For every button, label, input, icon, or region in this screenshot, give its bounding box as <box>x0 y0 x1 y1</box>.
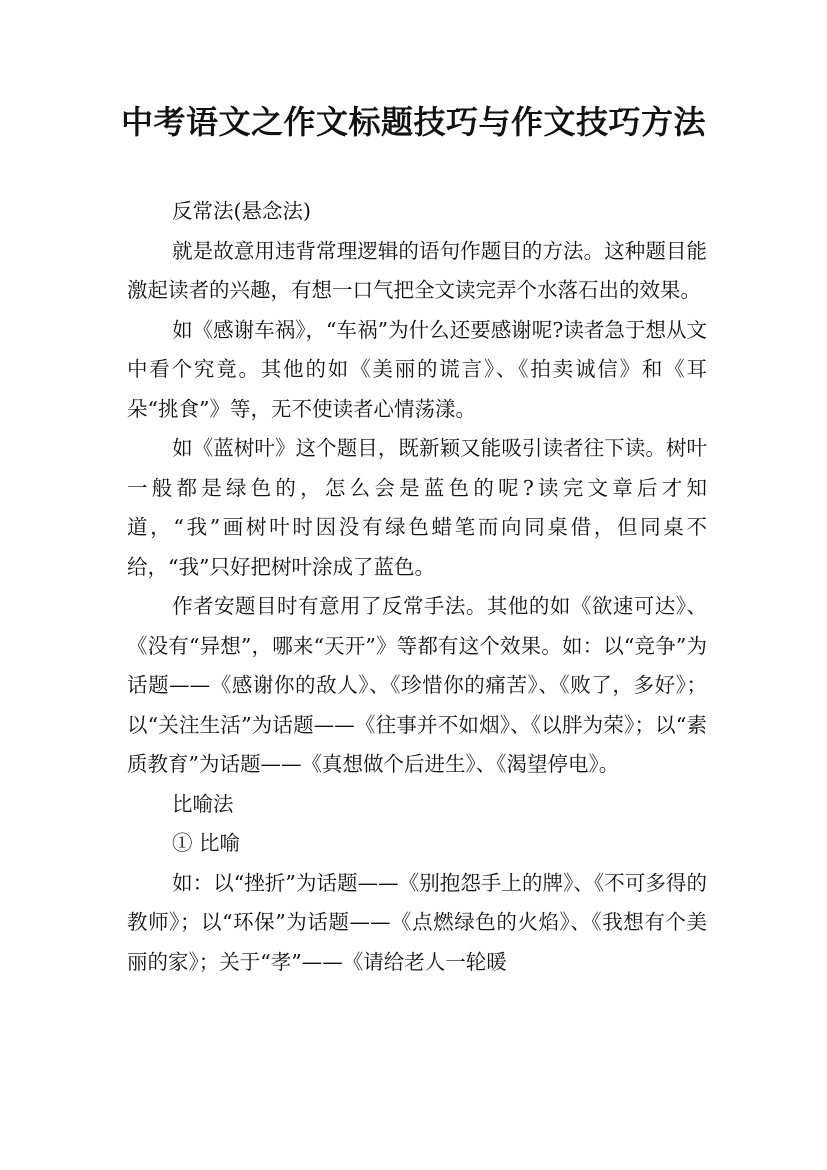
subsection-heading-metaphor: ① 比喻 <box>172 831 241 855</box>
document-title: 中考语文之作文标题技巧与作文技巧方法 <box>120 103 706 141</box>
section-heading-fanchang: 反常法(悬念法) <box>172 199 311 223</box>
paragraph-example-car-accident: 如《感谢车祸》，“车祸”为什么还要感谢呢?读者急于想从文中看个究竟。其他的如《美丽的谎言》、《拍卖诚信》和《耳朵“挑食”》等，无不使读者心情荡漾。 <box>127 317 707 421</box>
paragraph-definition: 就是故意用违背常理逻辑的语句作题目的方法。这种题目能激起读者的兴趣，有想一口气把全文读完弄个水落石出的效果。 <box>127 238 707 302</box>
paragraph-example-blue-leaf: 如《蓝树叶》这个题目，既新颖又能吸引读者往下读。树叶一般都是绿色的，怎么会是蓝色的呢?读完文章后才知道，“我”画树叶时因没有绿色蜡笔而向同桌借，但同桌不给，“我”只好把树叶涂成了蓝色。 <box>127 436 707 579</box>
paragraph-examples-topics: 作者安题目时有意用了反常手法。其他的如《欲速可达》、《没有“异想”，哪来“天开”》等都有这个效果。如：以“竞争”为话题——《感谢你的敌人》、《珍惜你的痛苦》、《败了，多好》；以“关注生活”为话题——《往事并不如烟》、《以胖为荣》；以“素质教育”为话题——《真想做个后进生》、《渴望停电》。 <box>127 594 707 776</box>
paragraph-metaphor-examples: 如：以“挫折”为话题——《别抱怨手上的牌》、《不可多得的教师》；以“环保”为话题——《点燃绿色的火焰》、《我想有个美丽的家》；关于“孝”——《请给老人一轮暖 <box>127 870 707 974</box>
document-body <box>127 192 707 982</box>
section-heading-metaphor: 比喻法 <box>172 791 234 816</box>
